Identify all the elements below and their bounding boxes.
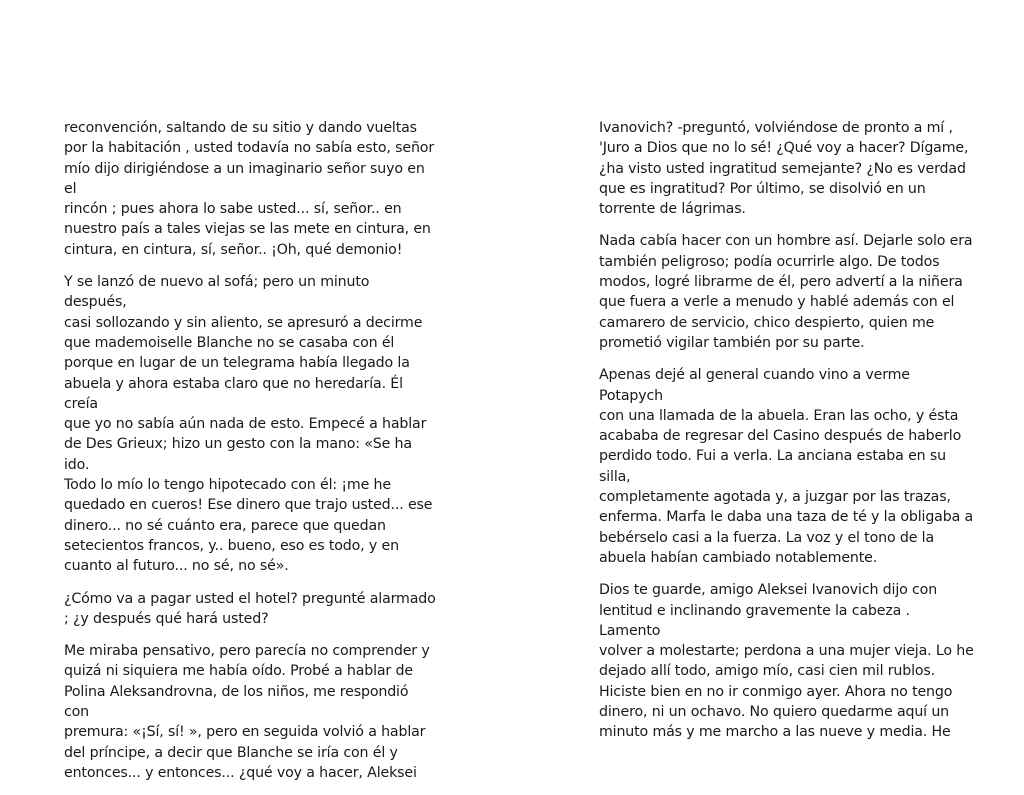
left-paragraph-1: reconvención, saltando de su sitio y dando vueltas por la habitación , usted todavía no sabía esto, señor mío dijo dirigiéndose a un imaginario señor suyo en el rincón ; pues ahora lo sabe usted... sí, señor.. en nuestro país a tales viejas se las mete en cintura, en cintura, en cintura, sí, señor.. ¡Oh, qué demonio! — [64, 120, 435, 258]
right-page — [599, 118, 975, 755]
left-page — [64, 118, 436, 795]
right-paragraph-2: Nada cabía hacer con un hombre así. Dejarle solo era también peligroso; podía ocurrirle algo. De todos modos, logré librarme de él, pero advertí a la niñera que fuera a verle a menudo y hablé además con el camarero de servicio, chico despierto, quien me prometió vigilar también por su parte. — [599, 233, 973, 351]
left-paragraph-3: ¿Cómo va a pagar usted el hotel? pregunté alarmado ; ¿y después qué hará usted? — [64, 590, 436, 627]
right-paragraph-1: Ivanovich? -preguntó, volviéndose de pronto a mí , 'Juro a Dios que no lo sé! ¿Qué voy a hacer? Dígame, ¿ha visto usted ingratitud semejante? ¿No es verdad que es ingratitud? Por último, se disolvió en un torrente de lágrimas. — [599, 120, 969, 218]
right-paragraph-3: Apenas dejé al general cuando vino a verme Potapych con una llamada de la abuela. Eran las ocho, y ésta acababa de regresar del Casino después de haberlo perdido todo. Fui a verla. La anciana estaba en su silla, completamente agotada y, a juzgar por las trazas, enferma. Marfa le daba una taza de té y la obligaba a bebérselo casi a la fuerza. La voz y el tono de la abuela habían cambiado notablemente. — [599, 367, 974, 566]
left-paragraph-2: Y se lanzó de nuevo al sofá; pero un minuto después, casi sollozando y sin aliento, se apresuró a decirme que mademoiselle Blanche no se casaba con él porque en lugar de un telegrama había llegado la abuela y ahora estaba claro que no heredaría. Él creía que yo no sabía aún nada de esto. Empecé a hablar de Des Grieux; hizo un gesto con la mano: «Se ha ido. Todo lo mío lo tengo hipotecado con él: ¡me he quedado en cueros! Ese dinero que trajo usted... ese dinero... no sé cuánto era, parece que quedan setecientos francos, y.. bueno, eso es todo, y en cuanto al futuro... no sé, no sé». — [64, 274, 433, 575]
right-paragraph-4: Dios te guarde, amigo Aleksei Ivanovich dijo con lentitud e inclinando gravemente la cabeza . Lamento volver a molestarte; perdona a una mujer vieja. Lo he dejado allí todo, amigo mío, casi cien mil rublos. Hiciste bien en no ir conmigo ayer. Ahora no tengo dinero, ni un ochavo. No quiero quedarme aquí un minuto más y me marcho a las nueve y media. He — [599, 582, 974, 741]
left-paragraph-4: Me miraba pensativo, pero parecía no comprender y quizá ni siquiera me había oído. Probé a hablar de Polina Aleksandrovna, de los niños, me respondió con premura: «¡Sí, sí! », pero en seguida volvió a hablar del príncipe, a decir que Blanche se iría con él y entonces... y entonces... ¿qué voy a hacer, Aleksei — [64, 643, 430, 781]
